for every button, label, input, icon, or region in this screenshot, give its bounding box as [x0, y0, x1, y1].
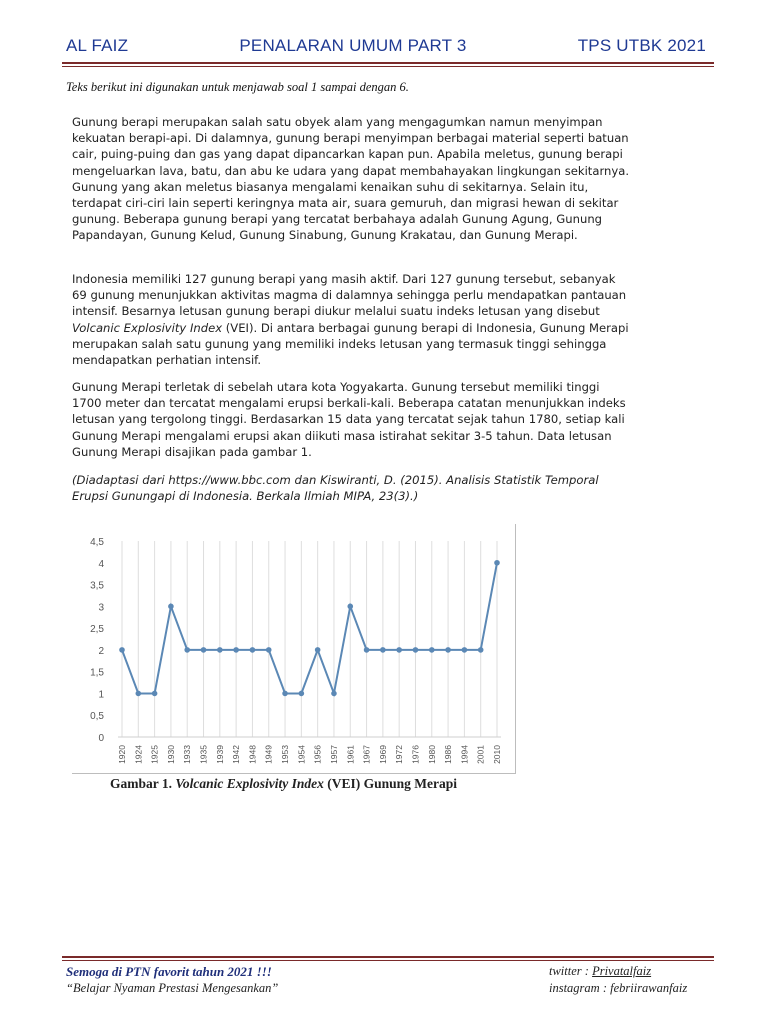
data-point — [217, 647, 223, 653]
series-line-vei — [122, 563, 497, 694]
footer-instagram: instagram : febriirawanfaiz — [549, 981, 688, 995]
data-point — [429, 647, 435, 653]
footer-rule — [62, 956, 714, 958]
data-point — [347, 604, 353, 610]
x-tick-label: 1957 — [328, 745, 339, 764]
footer-rule-thin — [62, 960, 714, 961]
paragraph-2-text-b: (VEI). Di antara berbagai gunung berapi di Indonesia, Gunung Merapi merupakan salah satu gunung yang memiliki indeks letusan yang termasuk tinggi sehingga mendapatkan perhatian intensif. — [72, 320, 629, 368]
twitter-link[interactable]: Privatalfaiz — [592, 964, 652, 978]
y-tick-label: 3,5 — [90, 580, 104, 592]
x-tick-label: 1949 — [263, 745, 274, 764]
y-tick-label: 3 — [98, 602, 104, 614]
header-exam: TPS UTBK 2021 — [577, 36, 706, 55]
footer-twitter — [549, 964, 651, 979]
x-tick-label: 2001 — [475, 745, 486, 764]
x-tick-label: 1930 — [165, 745, 176, 764]
paragraph-2-term: Volcanic Explosivity Index — [72, 320, 223, 335]
paragraph-1: Gunung berapi merupakan salah satu obyek alam yang mengagumkan namun menyimpan kekuatan berapi-api. Di dalamnya, gunung berapi menyimpan berbagai material seperti batuan cair, puing-puing dan gas yang dapat dipancarkan kapan pun. Apabila meletus, gunung berapi mengeluarkan lava, batu, dan abu ke udara yang dapat membahayakan lingkungan sekitarnya. Gunung yang akan meletus biasanya mengalami kenaikan suhu di sekitarnya. Selain itu, terdapat ciri-ciri lain seperti keringnya mata air, suara gemuruh, dan migrasi hewan di sekitar gunung. Beberapa gunung berapi yang tercatat berbahaya adalah Gunung Agung, Gunung Papandayan, Gunung Kelud, Gunung Sinabung, Gunung Krakatau, dan Gunung Merapi. — [72, 115, 630, 243]
data-point — [445, 647, 451, 653]
caption-prefix: Gambar 1. — [110, 776, 176, 791]
x-tick-label: 1969 — [377, 745, 388, 764]
data-point — [299, 691, 305, 697]
y-tick-label: 0,5 — [90, 711, 104, 723]
data-point — [250, 647, 256, 653]
header-rule — [62, 62, 714, 64]
header-author: AL FAIZ — [66, 36, 129, 55]
data-point — [201, 647, 207, 653]
caption-italic: Volcanic Explosivity Index — [175, 776, 324, 791]
y-tick-label: 4 — [98, 558, 104, 570]
y-tick-label: 4,5 — [90, 537, 104, 548]
data-point — [396, 647, 402, 653]
data-point — [413, 647, 419, 653]
header-title: PENALARAN UMUM PART 3 — [239, 36, 467, 55]
data-point — [136, 691, 142, 697]
data-point — [462, 647, 468, 653]
data-point — [331, 691, 337, 697]
data-point — [119, 647, 125, 653]
figure-caption — [110, 776, 457, 792]
y-tick-label: 2 — [98, 645, 104, 657]
x-tick-label: 2010 — [492, 745, 502, 764]
footer-tagline: “Belajar Nyaman Prestasi Mengesankan” — [66, 981, 279, 995]
data-point — [168, 604, 174, 610]
source-citation: (Diadaptasi dari https://www.bbc.com dan Kiswiranti, D. (2015). Analisis Statistik Temporal Erupsi Gunungapi di Indonesia. Berkala Ilmiah MIPA, 23(3).) — [72, 473, 599, 504]
x-tick-label: 1961 — [345, 745, 356, 764]
y-tick-label: 1,5 — [90, 667, 104, 679]
footer-motto: Semoga di PTN favorit tahun 2021 !!! — [66, 964, 272, 979]
x-tick-label: 1972 — [394, 745, 405, 764]
data-point — [315, 647, 321, 653]
paragraph-2 — [72, 271, 632, 368]
data-point — [233, 647, 239, 653]
data-point — [282, 691, 288, 697]
page-header — [66, 36, 706, 60]
data-point — [266, 647, 272, 653]
data-point — [152, 691, 158, 697]
y-tick-label: 0 — [98, 733, 104, 744]
header-rule-thin — [62, 66, 714, 67]
x-tick-label: 1994 — [459, 745, 470, 764]
x-tick-label: 1956 — [312, 745, 323, 764]
x-tick-label: 1925 — [149, 745, 160, 764]
data-point — [478, 647, 484, 653]
data-point — [380, 647, 386, 653]
caption-suffix: (VEI) Gunung Merapi — [323, 776, 458, 791]
x-tick-label: 1976 — [410, 745, 421, 764]
x-tick-label: 1948 — [247, 745, 258, 764]
x-tick-label: 1924 — [133, 745, 144, 764]
data-point — [184, 647, 190, 653]
x-tick-label: 1939 — [214, 745, 225, 764]
paragraph-2-text-a: Indonesia memiliki 127 gunung berapi yang masih aktif. Dari 127 gunung tersebut, sebanyak 69 gunung menunjukkan aktivitas magma di dalamnya sehingga perlu mendapatkan pantauan intensif. Besarnya letusan gunung berapi diukur melalui suatu indeks letusan yang disebut — [72, 272, 627, 319]
x-tick-label: 1953 — [280, 745, 291, 764]
intro-instruction: Teks berikut ini digunakan untuk menjawab soal 1 sampai dengan 6. — [66, 80, 409, 94]
vei-line-chart — [72, 524, 516, 774]
x-tick-label: 1920 — [117, 745, 127, 764]
x-tick-label: 1933 — [182, 745, 193, 764]
y-tick-label: 1 — [98, 689, 104, 701]
x-tick-label: 1935 — [198, 745, 209, 764]
data-point — [364, 647, 370, 653]
paragraph-3: Gunung Merapi terletak di sebelah utara kota Yogyakarta. Gunung tersebut memiliki tinggi 1700 meter dan tercatat mengalami erupsi berkali-kali. Beberapa catatan menunjukkan indeks letusan yang tergolong tinggi. Berdasarkan 15 data yang tercatat sejak tahun 1780, setiap kali Gunung Merapi mengalami erupsi akan diikuti masa istirahat sekitar 3-5 tahun. Data letusan Gunung Merapi disajikan pada gambar 1. — [72, 380, 626, 459]
x-tick-label: 1954 — [296, 745, 307, 764]
x-tick-label: 1986 — [443, 745, 454, 764]
x-tick-label: 1967 — [361, 745, 372, 764]
data-point — [494, 560, 500, 566]
x-tick-label: 1980 — [426, 745, 437, 764]
x-tick-label: 1942 — [231, 745, 242, 764]
y-tick-label: 2,5 — [90, 624, 104, 636]
twitter-label: twitter : — [549, 964, 593, 978]
